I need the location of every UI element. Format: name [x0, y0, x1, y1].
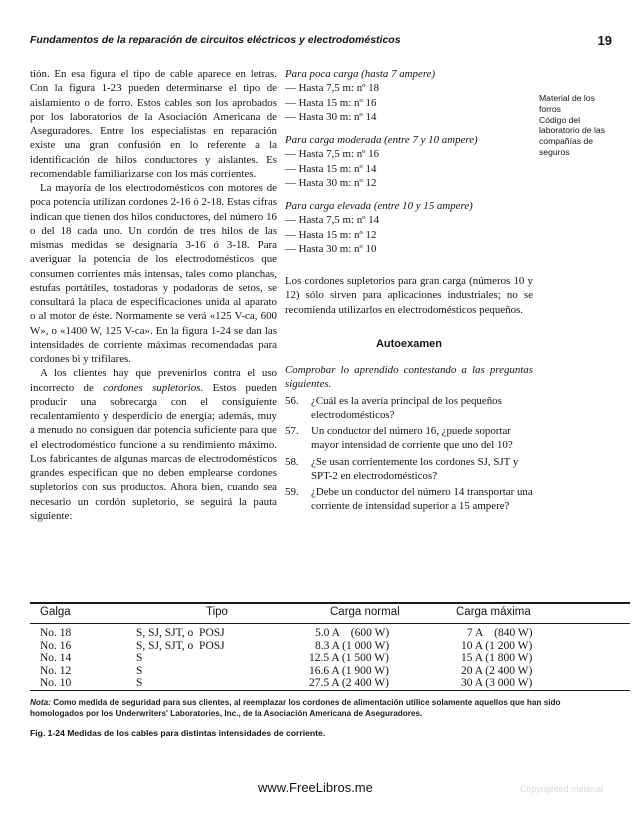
- table-cell: No. 18: [40, 627, 72, 639]
- running-header: [30, 34, 612, 52]
- paragraph-extension-cords-rest: . Estos pueden producir una sobrecarga con el consiguiente recalentamiento y desperdicio de energía; además, muy a menudo no consiguen dar potencia suficiente para que el electrodoméstico funcione a su rendimiento máximo. Los fabricantes de algunas marcas de electrodomésticos grandes especifican que no deben emplearse cordones supletorios con sus productos. Ahora bien, cuando sea necesario un cordón supletorio, se seguirá la pauta siguiente:: [30, 381, 278, 522]
- table-cell: 27.5 A (2 400 W): [309, 677, 389, 690]
- table-cell: 10 A (1 200 W): [461, 639, 533, 652]
- load-title-moderate: Para carga moderada (entre 7 y 10 ampere): [285, 134, 478, 146]
- table-cell: 7 A (840 W): [467, 627, 533, 639]
- table-cell: S: [136, 652, 143, 665]
- load-title-high: Para carga elevada (entre 10 y 15 ampere): [285, 200, 473, 212]
- margin-notes: [539, 93, 637, 158]
- load-block-low: [285, 67, 533, 124]
- question-item: [285, 455, 533, 484]
- paragraph-extension-cords-start: A los clientes hay que prevenirlos contra el uso incorrecto de: [30, 367, 277, 394]
- question-number: 58.: [285, 455, 299, 468]
- table-row: [30, 627, 630, 640]
- load-line: — Hasta 7,5 m: nº 18: [285, 82, 380, 95]
- question-number: 59.: [285, 486, 299, 498]
- table-cell: 16.6 A (1 900 W): [309, 664, 389, 677]
- table-cell: No. 16: [40, 639, 72, 652]
- table-cell: 12.5 A (1 500 W): [309, 652, 389, 665]
- autoexamen-heading: Autoexamen: [375, 337, 443, 350]
- table-cell: 8.3 A (1 000 W): [315, 639, 390, 652]
- table-header-carga-maxima: Carga máxima: [456, 606, 531, 618]
- table-header-tipo: Tipo: [206, 606, 228, 618]
- margin-note-line: compañías de: [539, 136, 593, 147]
- table-row: [30, 677, 630, 690]
- load-line: — Hasta 30 m: nº 12: [285, 176, 377, 189]
- load-line: — Hasta 15 m: nº 16: [285, 96, 377, 109]
- paragraph-cable-identification: tión. En esa figura el tipo de cable aparece en letras. Con la figura 1-23 pueden determinarse el tipo de aislamiento o de forro. Estos cables son los aprobados por los laboratorios de la Asociación Americana de Aseguradores. Entre los especialistas en reparación existe una gran confusión en lo referente a la identificación de hilos conductores y aislantes. Es recomendable familiarizarse con los más corrientes.: [30, 68, 277, 180]
- term-cordones-supletorios: cordones supletorios: [103, 381, 201, 394]
- question-text: ¿Se usan corrientemente los cordones SJ, SJT y SPT-2 en electrodomésticos?: [311, 455, 519, 482]
- load-block-moderate: [285, 133, 533, 190]
- table-header-carga-normal: Carga normal: [330, 606, 400, 618]
- table-body: [30, 624, 630, 690]
- paragraph-cord-sizes: La mayoría de los electrodomésticos con motores de poca potencia utilizan cordones 2-16 ó 2-18. Estas cifras indican que tienen dos hilos conductores, del número 16 o del 18 cada uno. Un cordón de tres hilos de las mismas medidas se designaría 3-16 ó 3-18. Para averiguar la potencia de los electrodomésticos que consumen corrientes más intensas, tales como planchas, estufas portátiles, tostadoras y podadoras de setos, se consultará la placa de especificaciones unida al aparato o al motor de éste. Normamente se verá «125 V-ca, 600 W», o «1400 W, 125 V-ca». En la figura 1-24 se dan las intensidades de corriente máximas recomendadas para cordones bi y trifilares.: [30, 182, 277, 365]
- table-cell: S, SJ, SJT, o POSJ: [136, 627, 225, 639]
- table-header-galga: Galga: [40, 606, 71, 618]
- page-number: 19: [597, 33, 612, 48]
- load-line: — Hasta 7,5 m: nº 14: [285, 214, 380, 227]
- right-column: [285, 67, 533, 514]
- table-cell: 5.0 A (600 W): [315, 627, 390, 639]
- table-note: [30, 697, 610, 719]
- table-cell: S, SJ, SJT, o POSJ: [136, 639, 225, 652]
- question-number: 56.: [285, 394, 299, 407]
- paragraph-industrial-cords: Los cordones supletorios para gran carga (números 10 y 12) sólo sirven para aplicaciones industriales; no se recomienda utilizarlos en electrodomésticos pequeños.: [285, 275, 533, 316]
- load-line: — Hasta 30 m: nº 14: [285, 110, 377, 123]
- table-bottom-rule: [30, 690, 630, 691]
- table-cell: 20 A (2 400 W): [461, 664, 533, 677]
- note-label: Nota:: [30, 698, 51, 707]
- footer-site-link[interactable]: www.FreeLibros.me: [258, 780, 373, 795]
- question-text: ¿Cuál es la avería principal de los pequeños electrodomésticos?: [311, 394, 502, 421]
- load-title-low: Para poca carga (hasta 7 ampere): [285, 68, 436, 80]
- table-row: [30, 640, 630, 653]
- paragraph-extension-cords: [30, 366, 277, 523]
- figure-caption: Fig. 1-24 Medidas de los cables para distintas intensidades de corriente.: [30, 728, 326, 738]
- footer-copyright: Copyrighted material: [520, 784, 604, 794]
- load-block-high: [285, 199, 533, 256]
- note-text: Como medida de seguridad para sus clientes, al reemplazar los cordones de alimentación utilice solamente aquellos que han sido homologados por los Underwriters' Laboratories, Inc., de la Asociación Americana de Aseguradores.: [30, 698, 561, 718]
- left-column: [30, 67, 277, 523]
- load-line: — Hasta 7,5 m: nº 16: [285, 148, 380, 161]
- load-line: — Hasta 15 m: nº 12: [285, 228, 377, 241]
- question-number: 57.: [285, 425, 299, 437]
- questions-intro: Comprobar lo aprendido contestando a las preguntas siguientes.: [285, 364, 533, 391]
- question-item: [285, 485, 533, 514]
- question-item: [285, 424, 533, 453]
- margin-note-line: forros: [539, 103, 561, 114]
- table-cell: 30 A (3 000 W): [461, 677, 533, 690]
- margin-note-line: Código del: [539, 114, 581, 125]
- running-header-title: Fundamentos de la reparación de circuitos eléctricos y electrodomésticos: [30, 34, 401, 46]
- table-cell: No. 14: [40, 652, 72, 665]
- table-cell: No. 10: [40, 677, 72, 690]
- load-line: — Hasta 30 m: nº 10: [285, 242, 377, 255]
- table-cell: 15 A (1 800 W): [461, 652, 533, 665]
- margin-note-line: Material de los: [539, 93, 595, 103]
- cable-table: [30, 602, 630, 691]
- question-item: [285, 394, 533, 423]
- margin-note-line: laboratorio de las: [539, 125, 605, 136]
- table-cell: S: [136, 664, 143, 677]
- question-text: Un conductor del número 16, ¿puede soportar mayor intensidad de corriente que uno del 10?: [311, 425, 513, 452]
- table-cell: No. 12: [40, 664, 72, 677]
- table-row: [30, 665, 630, 678]
- table-header-row: [30, 604, 630, 623]
- table-cell: S: [136, 677, 143, 690]
- load-line: — Hasta 15 m: nº 14: [285, 162, 377, 175]
- table-row: [30, 652, 630, 665]
- margin-note-line: seguros: [539, 146, 570, 157]
- question-text: ¿Debe un conductor del número 14 transportar una corriente de intensidad superior a 15 ampere?: [311, 486, 533, 513]
